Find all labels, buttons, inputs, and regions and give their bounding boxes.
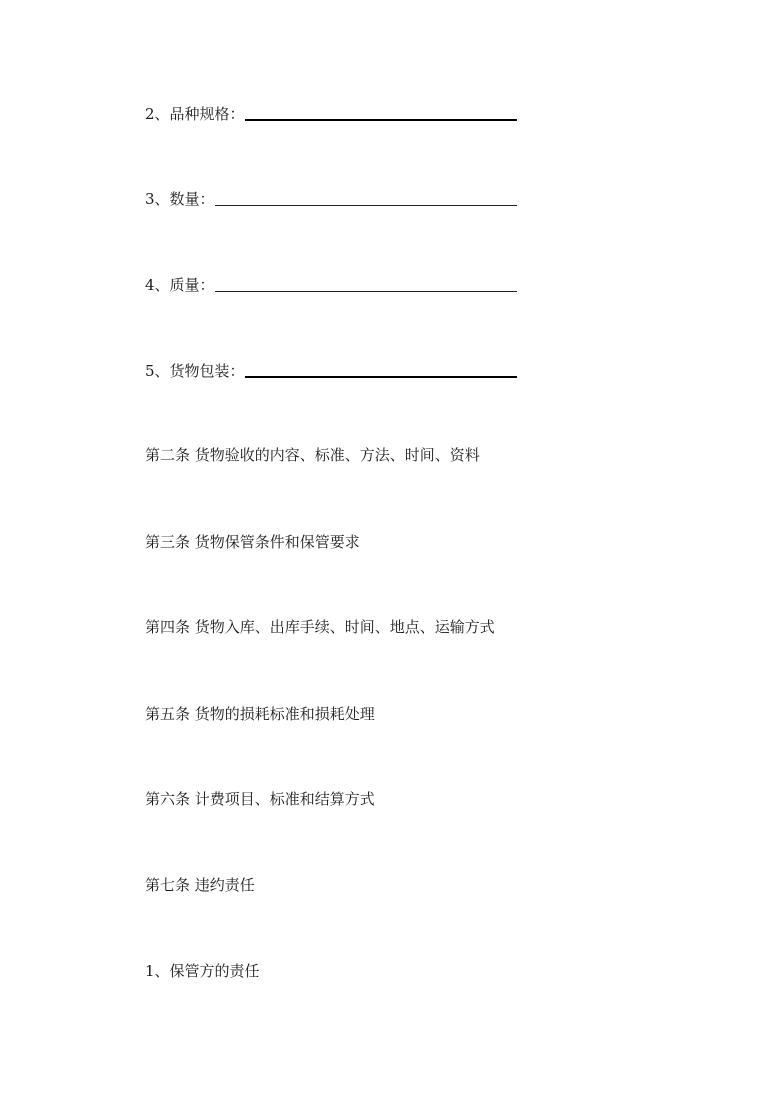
field-quality: [145, 275, 517, 295]
fill-in-blank: [245, 364, 517, 378]
article-6: 第六条 计费项目、标准和结算方式: [145, 790, 375, 808]
field-quantity: [145, 189, 517, 209]
field-label: 4、质量：: [145, 276, 215, 294]
field-label: 5、货物包装：: [145, 362, 245, 380]
field-packaging: [145, 361, 517, 381]
field-specification: [145, 104, 517, 124]
field-label: 2、品种规格：: [145, 105, 245, 123]
fill-in-blank: [215, 193, 517, 206]
field-label: 3、数量：: [145, 190, 215, 208]
article-2: 第二条 货物验收的内容、标准、方法、时间、资料: [145, 446, 480, 464]
article-4: 第四条 货物入库、出库手续、时间、地点、运输方式: [145, 618, 495, 636]
article-3: 第三条 货物保管条件和保管要求: [145, 533, 360, 551]
sub-item-keeper-liability: 1、保管方的责任: [145, 962, 260, 980]
fill-in-blank: [245, 107, 517, 121]
article-7: 第七条 违约责任: [145, 876, 255, 894]
fill-in-blank: [215, 279, 517, 292]
article-5: 第五条 货物的损耗标准和损耗处理: [145, 705, 375, 723]
